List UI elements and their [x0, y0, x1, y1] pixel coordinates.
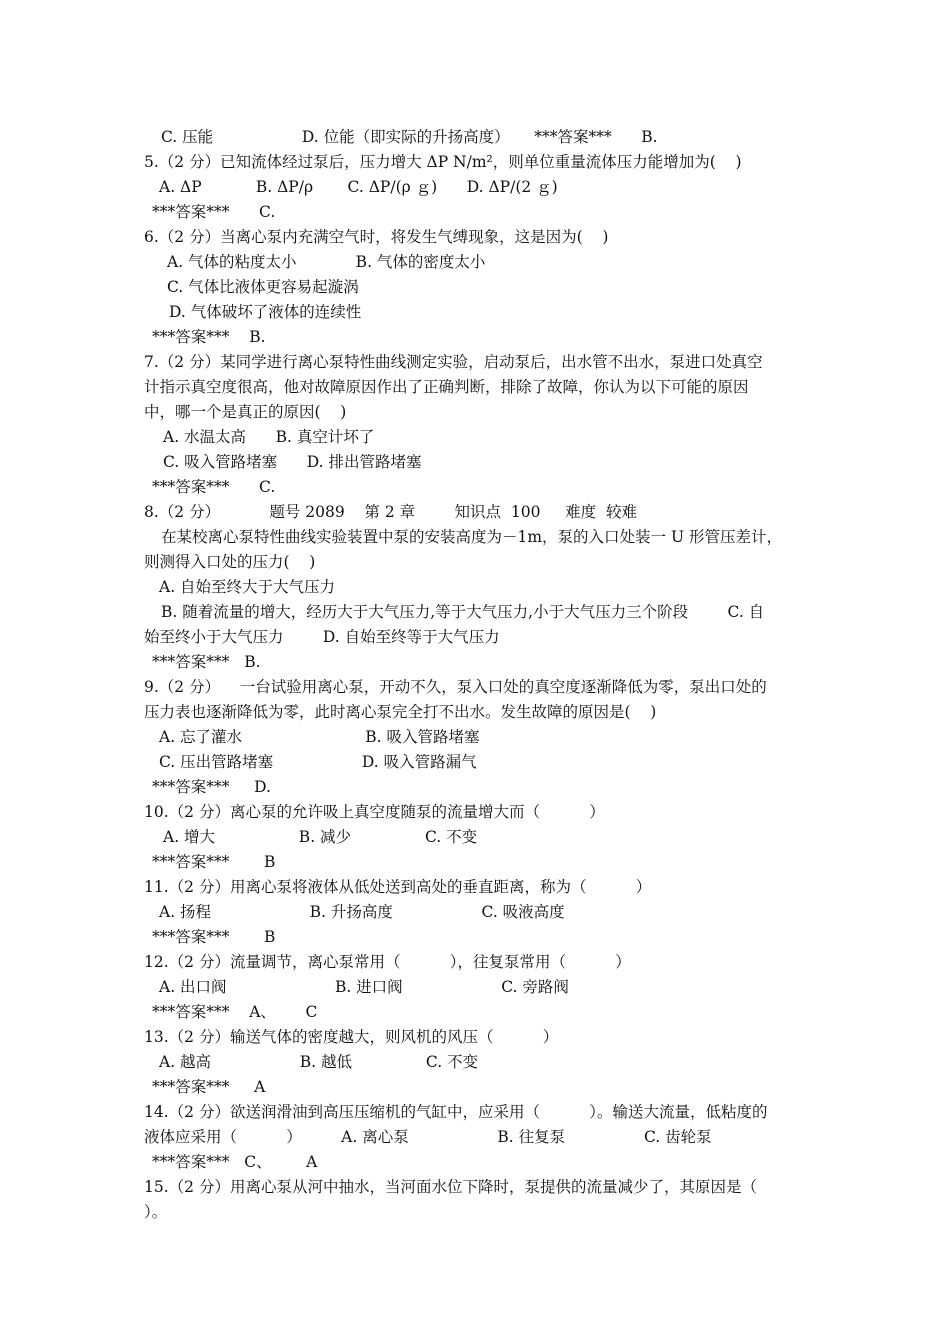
answer-12: ***答案*** A、 C [152, 1003, 318, 1021]
line-18: 则测得入口处的压力( ) [144, 553, 316, 571]
question-8: 8.（2 分） 题号 2089 第 2 章 知识点 100 难度 较难 [144, 503, 637, 521]
line-13: A. 水温太高 B. 真空计坏了 [163, 428, 375, 446]
answer-5: ***答案*** C. [152, 203, 276, 221]
line-21: 始至终小于大气压力 D. 自始至终等于大气压力 [144, 628, 500, 646]
question-10: 10.（2 分）离心泵的允许吸上真空度随泵的流量增大而（ ） [144, 803, 605, 821]
line-14: C. 吸入管路堵塞 D. 排出管路堵塞 [163, 453, 422, 471]
question-6: 6.（2 分）当离心泵内充满空气时，将发生气缚现象，这是因为( ) [144, 228, 609, 246]
question-13: 13.（2 分）输送气体的密度越大，则风机的风压（ ） [144, 1028, 559, 1046]
answer-13: ***答案*** A [152, 1078, 266, 1096]
answer-11: ***答案*** B [152, 928, 276, 946]
line-6: A. 气体的粘度太小 B. 气体的密度太小 [167, 253, 486, 271]
line-19: A. 自始至终大于大气压力 [159, 578, 336, 596]
line-24: 压力表也逐渐降低为零，此时离心泵完全打不出水。发生故障的原因是( ) [144, 703, 657, 721]
answer-14: ***答案*** C、 A [152, 1153, 318, 1171]
question-14: 14.（2 分）欲送润滑油到高压压缩机的气缸中，应采用（ ）。输送大流量，低粘度的 [144, 1103, 768, 1121]
answer-6: ***答案*** B. [152, 328, 266, 346]
line-29: A. 增大 B. 减少 C. 不变 [163, 828, 478, 846]
line-11: 计指示真空度很高，他对故障原因作出了正确判断，排除了故障，你认为以下可能的原因 [144, 378, 749, 396]
answer-7: ***答案*** C. [152, 478, 276, 496]
question-7: 7.（2 分）某同学进行离心泵特性曲线测定实验，启动泵后，出水管不出水，泵进口处真空 [144, 353, 763, 371]
answer-9: ***答案*** D. [152, 778, 271, 796]
answer-8: ***答案*** B. [152, 653, 261, 671]
line-7: C. 气体比液体更容易起漩涡 [167, 278, 359, 296]
line-25: A. 忘了灌水 B. 吸入管路堵塞 [159, 728, 480, 746]
line-44: ）。 [144, 1203, 168, 1221]
line-26: C. 压出管路堵塞 D. 吸入管路漏气 [159, 753, 477, 771]
question-15: 15.（2 分）用离心泵从河中抽水，当河面水位下降时，泵提供的流量减少了，其原因是（ [144, 1178, 757, 1196]
line-20: B. 随着流量的增大，经历大于大气压力,等于大气压力,小于大气压力三个阶段 C. 自 [161, 603, 765, 621]
question-5: 5.（2 分）已知流体经过泵后，压力增大 ΔP N/m²，则单位重量流体压力能增加为( ) [144, 153, 742, 171]
question-11: 11.（2 分）用离心泵将液体从低处送到高处的垂直距离，称为（ ） [144, 878, 652, 896]
line-35: A. 出口阀 B. 进口阀 C. 旁路阀 [159, 978, 569, 996]
line-8: D. 气体破坏了液体的连续性 [169, 303, 362, 321]
line-17: 在某校离心泵特性曲线实验装置中泵的安装高度为－1m，泵的入口处装一 U 形管压差计， [161, 528, 782, 546]
line-3: A. ΔP B. ΔP/ρ C. ΔP/(ρ ｇ) D. ΔP/(2 ｇ) [159, 178, 558, 196]
question-9: 9.（2 分） 一台试验用离心泵，开动不久，泵入口处的真空度逐渐降低为零，泵出口处的 [144, 678, 767, 696]
line-1: C. 压能 D. 位能（即实际的升扬高度） ***答案*** B. [161, 128, 658, 146]
line-41: 液体应采用（ ） A. 离心泵 B. 往复泵 C. 齿轮泵 [144, 1128, 712, 1146]
line-32: A. 扬程 B. 升扬高度 C. 吸液高度 [159, 903, 565, 921]
line-38: A. 越高 B. 越低 C. 不变 [159, 1053, 479, 1071]
question-12: 12.（2 分）流量调节，离心泵常用（ ），往复泵常用（ ） [144, 953, 631, 971]
line-12: 中，哪一个是真正的原因( ) [144, 403, 347, 421]
answer-10: ***答案*** B [152, 853, 276, 871]
